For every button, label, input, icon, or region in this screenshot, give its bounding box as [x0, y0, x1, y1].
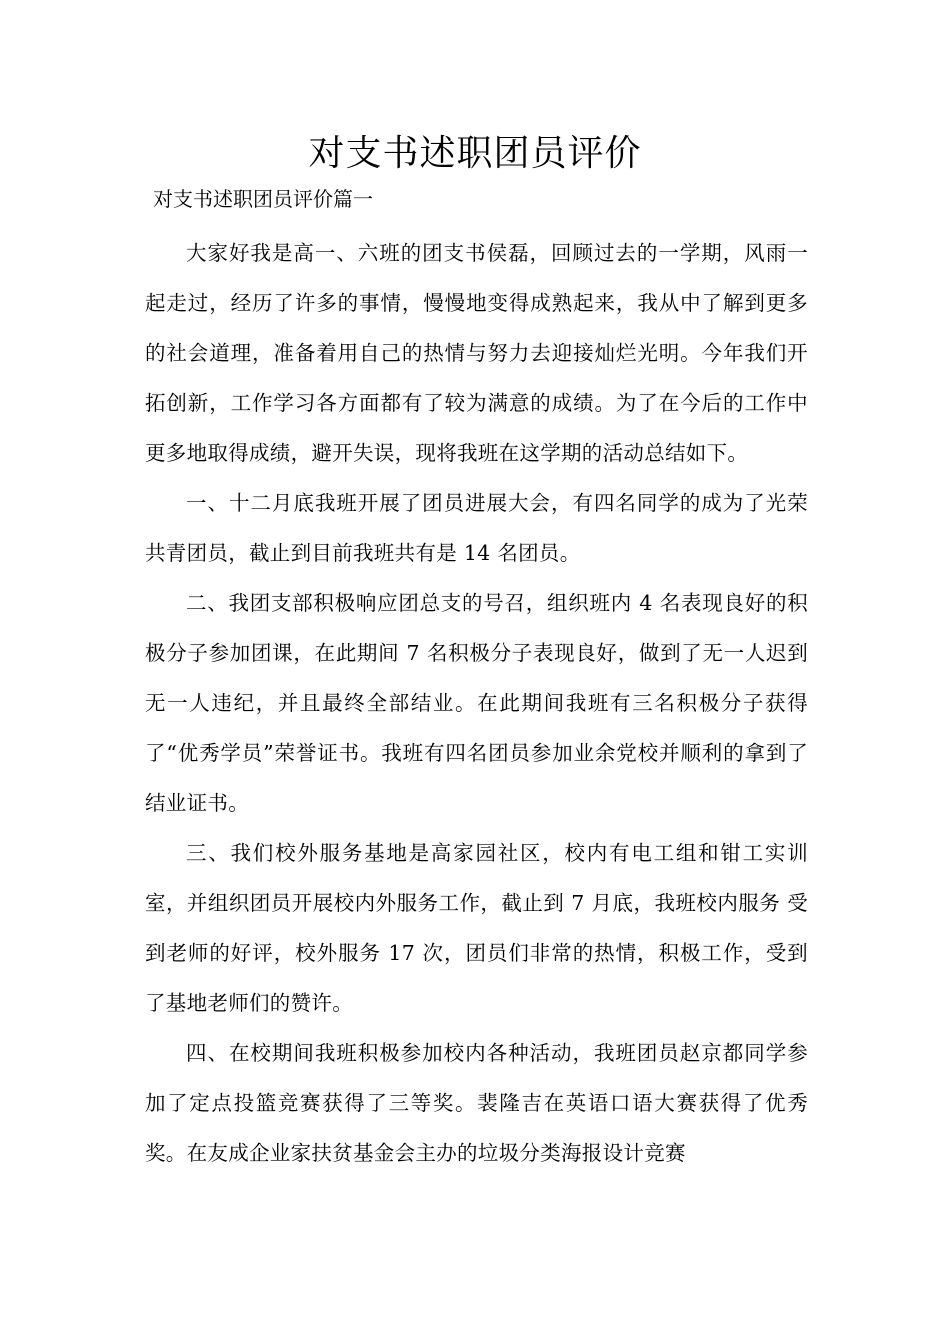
document-title: 对支书述职团员评价: [308, 133, 642, 174]
paragraph-item-2: 二、我团支部积极响应团总支的号召，组织班内 4 名表现良好的积极分子参加团课，在此期间 7 名积极分子表现良好，做到了无一人迟到无一人违纪，并且最终全部结业。在此期间我班有三名积极分子获得了“优秀学员”荣誉证书。我班有四名团员参加业余党校并顺利的拿到了结业证书。: [145, 591, 808, 815]
paragraph-item-1: 一、十二月底我班开展了团员进展大会，有四名同学的成为了光荣共青团员，截止到目前我班共有是 14 名团员。: [145, 491, 808, 565]
paragraph-item-4: 四、在校期间我班积极参加校内各种活动，我班团员赵京都同学参加了定点投篮竞赛获得了三等奖。裴隆吉在英语口语大赛获得了优秀奖。在友成企业家扶贫基金会主办的垃圾分类海报设计竞赛: [145, 1041, 808, 1165]
document-body: [145, 228, 808, 1178]
document-subtitle: 对支书述职团员评价篇一: [153, 187, 373, 211]
paragraph-intro: 大家好我是高一、六班的团支书侯磊，回顾过去的一学期，风雨一起走过，经历了许多的事情，慢慢地变得成熟起来，我从中了解到更多的社会道理，准备着用自己的热情与努力去迎接灿烂光明。今年我们开拓创新，工作学习各方面都有了较为满意的成绩。为了在今后的工作中更多地取得成绩，避开失误，现将我班在这学期的活动总结如下。: [145, 241, 808, 465]
paragraph-item-3: 三、我们校外服务基地是高家园社区，校内有电工组和钳工实训室，并组织团员开展校内外服务工作，截止到 7 月底，我班校内服务 受到老师的好评，校外服务 17 次，团员们非常的热情，积极工作，受到了基地老师们的赞许。: [145, 841, 808, 1015]
